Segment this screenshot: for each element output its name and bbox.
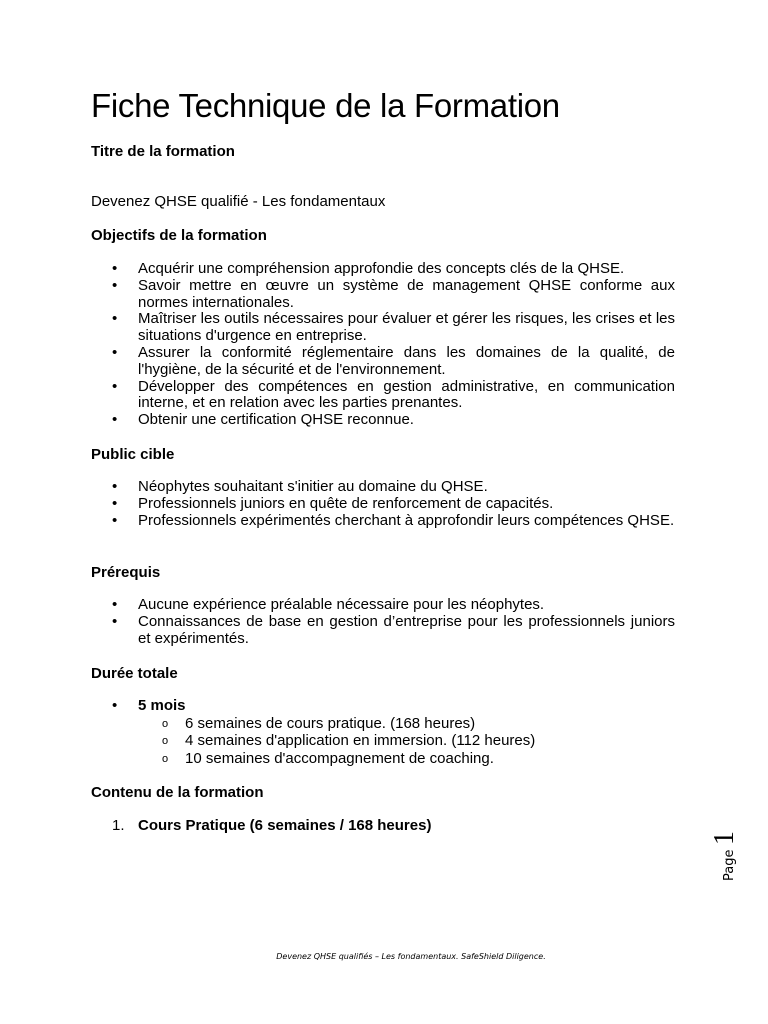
- objectif-item: • Obtenir une certification QHSE reconnue.: [91, 412, 675, 429]
- duree-sub-item: o 4 semaines d'application en immersion. (112 heures): [138, 732, 675, 750]
- objectif-item: • Maîtriser les outils nécessaires pour évaluer et gérer les risques, les crises et les situations d'urgence en entreprise.: [91, 311, 675, 345]
- objectif-item: • Assurer la conformité réglementaire dans les domaines de la qualité, de l'hygiène, de la sécurité et de l'environnement.: [91, 345, 675, 379]
- duree-sub-item: o 10 semaines d'accompagnement de coaching.: [138, 750, 675, 768]
- page-number: 1: [709, 831, 740, 846]
- duree-main-label: 5 mois: [138, 697, 186, 714]
- objectif-item: • Acquérir une compréhension approfondie des concepts clés de la QHSE.: [91, 261, 675, 278]
- contenu-item: [91, 818, 675, 835]
- formation-title-text: Devenez QHSE qualifié - Les fondamentaux: [91, 193, 386, 210]
- page-word: Page: [722, 849, 737, 881]
- contenu-list: [91, 818, 675, 835]
- heading-duree-totale: Durée totale: [91, 665, 178, 682]
- prerequis-item: • Connaissances de base en gestion d’entreprise pour les professionnels juniors et expérimentés.: [91, 614, 675, 648]
- objectif-item: • Savoir mettre en œuvre un système de management QHSE conforme aux normes internationales.: [91, 278, 675, 312]
- heading-prerequis: Prérequis: [91, 564, 161, 581]
- duree-list: [91, 698, 675, 767]
- heading-objectifs: Objectifs de la formation: [91, 227, 267, 244]
- objectifs-list: [91, 261, 675, 429]
- public-item: • Néophytes souhaitant s'initier au domaine du QHSE.: [91, 479, 675, 496]
- duree-sub-item: o 6 semaines de cours pratique. (168 heures): [138, 715, 675, 733]
- heading-titre-formation: Titre de la formation: [91, 143, 235, 160]
- page-footer: Devenez QHSE qualifiés – Les fondamentaux. SafeShield Diligence.: [276, 952, 546, 961]
- duree-sub-list: [138, 715, 675, 768]
- page-number-marker: [709, 819, 745, 881]
- objectif-item: • Développer des compétences en gestion administrative, en communication interne, et en relation avec les parties prenantes.: [91, 379, 675, 413]
- prerequis-list: [91, 597, 675, 647]
- document-title: Fiche Technique de la Formation: [91, 87, 560, 124]
- heading-public-cible: Public cible: [91, 446, 175, 463]
- contenu-item-label: Cours Pratique (6 semaines / 168 heures): [138, 817, 432, 834]
- public-item: • Professionnels expérimentés cherchant à approfondir leurs compétences QHSE.: [91, 513, 675, 530]
- heading-contenu: Contenu de la formation: [91, 784, 264, 801]
- duree-item: [91, 698, 675, 767]
- contenu-item-number: 1.: [112, 817, 125, 834]
- public-cible-list: [91, 479, 675, 529]
- prerequis-item: • Aucune expérience préalable nécessaire pour les néophytes.: [91, 597, 675, 614]
- public-item: • Professionnels juniors en quête de renforcement de capacités.: [91, 496, 675, 513]
